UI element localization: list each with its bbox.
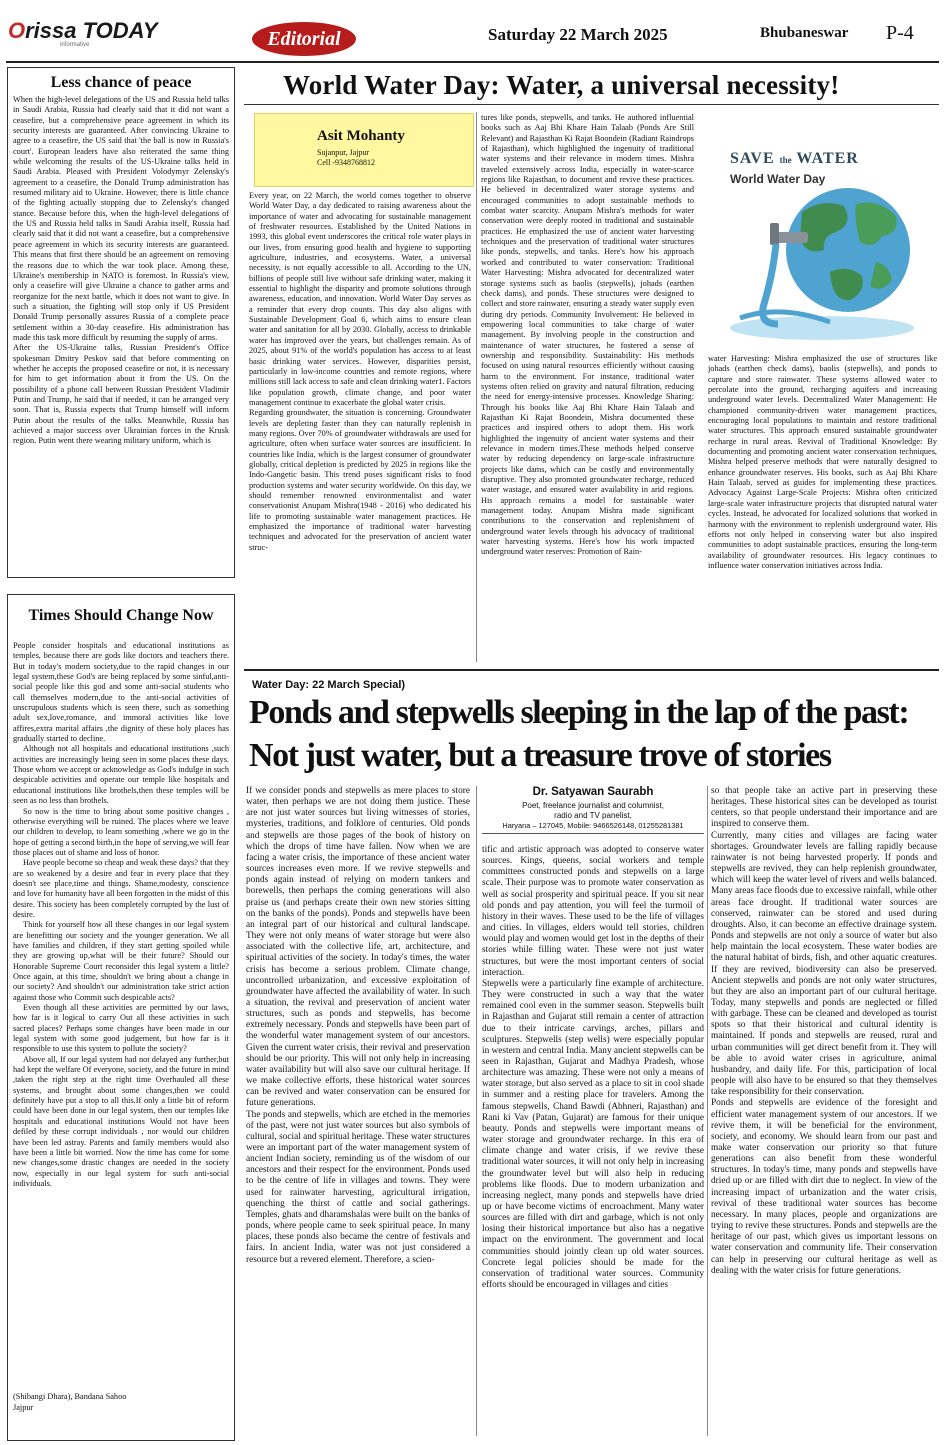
edition-city: Bhubaneswar <box>760 25 849 41</box>
author-rule <box>482 833 704 834</box>
signature-name: (Shibangi Dhara), Bandana Sahoo <box>13 1392 127 1401</box>
author-place: Sujanpur, Jajpur <box>317 148 370 157</box>
author-info-2: radio and TV panelist, <box>554 811 632 820</box>
article-headline-line1: Ponds and stepwells sleeping in the lap of the past: <box>249 694 909 731</box>
article-column-2: tures like ponds, stepwells, and tanks. He authored influential books such as Aaj Bhi Khare Hain Talaab (Ponds Are Still Relevant) and Rajasthan Ki Rajat Boondein (Radiant Raindrops of Rajasthan), which highlighted the ingenuity of traditional water systems and their relevance in modern times. Mishra traveled extensively across India, especially in water-scarce regions like Rajasthan, to document and revive these practices. He believed in decentralized water storage systems and encouraged communities to adopt sustainable methods to combat water scarcity. Anupam Mishra's methods for water conservation were deeply rooted in traditional and sustainable practices. He emphasized the use of ancient water harvesting techniques and the preservation of traditional water structures like ponds, stepwells, and tanks. Here's how his approach worked and contributed to water conservation: Traditional Water Harvesting: Mishra advocated for decentralized water storage systems such as baolis (stepwells), johads (earthen check dams), and ponds. These structures were designed to collect and store rainwater, ensuring a steady water supply even during dry periods. Community Involvement: He believed in empowering local communities to take charge of water management. By involving people in the construction and maintenance of water structures, he fostered a sense of ownership and responsibility. Sustainability: His methods focused on using natural resources efficiently without causing harm to the environment. For instance, traditional water systems often relied on gravity and natural filtration, reducing the need for energy-intensive processes. Knowledge Sharing: Through his books like Aaj Bhi Khare Hain Talaab and Rajasthan Ki Rajat Boondein, Mishra documented these practices and inspired others to adopt them. His work highlighted the ingenuity of ancient water systems and their relevance in modern times.These methods helped conserve water by reducing dependency on large-scale infrastructure projects like dams, which can be costly and environmentally disruptive. They also promoted groundwater recharge, reduced water wastage, and ensured water availability in arid regions. His approach remains a model for sustainable water management today. Anupam Mishra made significant contributions to the conservation and replenishment of underground water levels through his advocacy of traditional water harvesting systems. Here's how his work impacted underground water reserves: Promotion of Rain- <box>481 113 694 557</box>
letter-box-peace <box>7 67 235 578</box>
illustration-word-the: the <box>779 155 792 165</box>
paragraph: The ponds and stepwells, which are etched in the memories of the past, were not just water sources but also symbols of cultural, social and spiritual heritage. These water structures were an important part of the water management system of ancient Indian society, reminding us of the wisdom of our ancestors and their respect for the environment. Ponds used to be the centre of life in villages and towns. They were used for rainwater harvesting, agricultural irrigation, quenching the thirst of cattle and social gatherings. Temples, ghats and dharamshalas were built on the banks of ponds, where people came to seek spiritual peace. In many places, these ponds also became the centre of festivals and fairs. In ancient India, water was not just considered a resource but a revered element. Therefore, a scien- <box>246 1109 470 1265</box>
article-column-1: Every year, on 22 March, the world comes together to observe World Water Day, a day dedicated to raising awareness about the importance of water and advocating for sustainable management of freshwater resources. Established by the United Nations in 1993, this global event underscores the critical role water plays in our lives, from ensuring good health and hygiene to supporting agriculture, industries, and ecosystems. Water, a universal necessity, is not equally accessible to all. According to the UN, billions of people still live without safe drinking water, making it essential to highlight the disparity and promote solutions through awareness, education, and innovation. World Water Day serves as a reminder that every drop counts. This day also aligns with Sustainable Development Goal 6, which aims to ensure clean water and sanitation for all by 2030. Globally, access to drinkable water has improved over the years, but challenges remain. As of 2025, about 91% of the world's population has access to at least basic drinking water services. However, disparities persist, particularly in low-income countries and remote regions, where millions still lack access to safe and clean drinking water1. Factors like population growth, climate change, and poor water management continue to exacerbate the global water crisis. Regarding groundwater, the situation is concerning. Groundwater levels are depleting faster than they can naturally replenish in many regions. Over 70% of groundwater withdrawals are used for agriculture, often when surface water sources are insufficient. In countries like India, which is the largest consumer of groundwater globally, critical depletion is predicted by 2025 in regions like the Indo-Gangetic basin. This trend poses significant risks to food production systems and water security worldwide. On this day, we should remember renowned environmentalist and water conservationist Anupam Mishra(1948 - 2016) who dedicated his life to promoting sustainable water management practices. He emphasized the importance of traditional water harvesting techniques and advocated for the preservation of ancient water struc- <box>249 191 471 552</box>
paragraph: People consider hospitals and educational institutions as temples, because there are gods like doctors and teachers there. But in today's modern society,due to the rapid changes in our legal system,these God's are being replaced by some sinful,anti-social people like this god and some anti-social students who call themselves modern,due to the anti-social activities of unscrupulous students which is seen there, such as something adult sex,love,romance, and immoral activities like love affires,extra marital affairs ,the dignity of these holy places has gradually started to decline. <box>13 641 229 744</box>
article-column-3: water Harvesting: Mishra emphasized the use of structures like johads (earthen check dams), baolis (stepwells), and ponds to capture and store rainwater. These systems allowed water to percolate into the ground, recharging aquifers and increasing underground water levels. Decentralized Water Management: He championed community-driven water management practices, encouraging local populations to maintain and restore traditional water structures. This approach ensured sustainable groundwater recharge in rural areas. Revival of Traditional Knowledge: By documenting and promoting ancient water conservation techniques, Mishra helped preserve methods that were naturally designed to enhance groundwater reserves. His books, such as Aaj Bhi Khare Hain Talaab, served as guides for implementing these practices. Advocacy Against Large-Scale Projects: Mishra often criticized large-scale water infrastructure projects that disrupted natural water cycles. Instead, he advocated for localized solutions that worked in harmony with the environment to replenish underground water. His efforts not only helped in conserving water but also inspired communities to adopt sustainable practices, ensuring the long-term availability of groundwater resources. His legacy continues to influence water conservation initiatives across India. <box>708 354 937 570</box>
signature-place: Jajpur <box>13 1402 34 1412</box>
paragraph: Have people become so cheap and weak these days? that they are so weakened by a desire and fear in every place that they doesn't see place,time and things. Shame,modesty, conscience and love for humanity have all been forgotten in the midst of this desire. This society has been completely corrupted by the lust of desire. <box>13 858 229 919</box>
ponds-column-2 <box>482 845 704 1440</box>
letter-box-times <box>7 594 235 1441</box>
illustration-word-water: WATER <box>796 150 859 167</box>
letter-signature <box>13 1392 126 1413</box>
illustration-caption-1 <box>730 150 859 168</box>
letter-body <box>13 641 229 1376</box>
illustration-caption-2: World Water Day <box>730 172 826 186</box>
section-rule <box>244 669 939 671</box>
ponds-column-1 <box>246 786 470 1440</box>
column-divider <box>476 112 477 662</box>
letter-body: When the high-level delegations of the US and Russia held talks in Saudi Arabia, Russia had clearly said that it did not want a ceasefire, but a comprehensive peace agreement in which its security interests are guaranteed. After convincing Ukraine to agree to a ceasefire, the US said that 'the ball is now in Russia's court'. European leaders have also reiterated the same thing while welcoming the results of the US-Ukraine talks held in Saudi Arabia. Pleased with President Volodymyr Zelensky's agreement to a ceasefire, the Donald Trump administration has resumed military aid to Ukraine. However, there is little chance of the fighting actually stopping due to Zelensky's changed stance. Because before this, when the high-level delegations of the US and Russia held talks in Saudi Arabia itself, Russia had clearly said that it did not want a ceasefire, but a comprehensive peace agreement in which its security interests are guaranteed. This means that first there should be an agreement on removing the reasons due to which the war took place. Among these, Ukraine's membership in NATO is foremost. In Russia's view, only a ceasefire will give Ukraine a chance to gather arms and reorganize for the next battle, which it does not want to give. In such a situation, the fighting will stop only if US President Donald Trump personally assures Russia of a complete peace settlement within a 30-day ceasefire. His administration has made this task more difficult by resuming the supply of arms. After the US-Ukraine talks, Russian President's Office spokesman Dmitry Peskov said that before commenting on whether he accepts the proposed ceasefire or not, it is necessary for him to get information about it from the US. On the possibility of a phone call between Russian President Vladimir Putin and Trump, he said that if needed, it can be arranged very soon. That is, Russia expects that Trump himself will inform Putin about the results of the talks. Meanwhile, Russia has achieved a major success over Ukrainian forces in the Krusk region. Putin went there wearing military uniform, which is <box>13 95 229 446</box>
paragraph: If we consider ponds and stepwells as mere places to store water, then perhaps we are not doing them justice. These are not just water sources but living witnesses of stories, mysteries, traditions, and folklore of centuries. Old ponds and stepwells are those pages of the book of history on which the drops of time have fallen. Now when we are facing a water crisis, the importance of these ancient water sources increases even more. If we revive stepwells and ponds again instead of relying on modern tankers and borewells, then perhaps the coming generations will also praise us (and perhaps create their own new stories sitting on the banks of the ponds). Ponds and stepwells have been an integral part of our historical and cultural landscape. They were not only means of water storage but were also associated with the collective life, art, architecture, and spiritual activities of the society. In today's times, the water crisis has become a serious problem. Climate change, uncontrolled urbanization, and excessive exploitation of groundwater have affected the availability of water. In such a situation, the revival and preservation of ancient water structures, such as ponds and stepwells, has become extremely necessary. Ponds and stepwells have been part of the wonderful water management system of our ancestors. Given the current water crisis, their revival and preservation should be our priority. This will not only help in increasing water availability but will also save our cultural heritage. If we make collective efforts, these historical water sources can be revived and water conservation can be ensured for future generations. <box>246 786 470 1109</box>
paragraph: Above all, If our legal system had not delayed any further,but had kept the welfare Of everyone, society, and the future in mind ,taken the right step at the right time Overhauled all these systems, and brought about some changes,then we could definitely have put a stop to all this.If only a little bit of reform could have been done in our legal system, then our temples like hospitals and educational institutions Would not have been defiled by these corrupt individuals , nor would our children have been led astray. Parents and family members would also have been a little bit worried. Now the time has come for some new changes,some drastic changes are needed in the society now, especially in our legal system for such anti-social individuals. <box>13 1054 229 1188</box>
page-number: P-4 <box>886 22 914 44</box>
author-name: Dr. Satyawan Saurabh <box>532 786 654 798</box>
paragraph: so that people take an active part in preserving these heritages. These historical sites can be developed as tourist centers, so that people understand their importance and are inspired to conserve them. <box>711 786 937 830</box>
column-divider <box>707 786 708 1436</box>
author-cell: Cell -9348768812 <box>317 158 375 167</box>
author-info-3: Haryana – 127045, Mobile: 9466526148, 01255281381 <box>502 821 684 830</box>
article-headline: World Water Day: Water, a universal necessity! <box>283 70 840 100</box>
article-kicker: Water Day: 22 March Special) <box>252 679 406 691</box>
paragraph: So now is the time to bring about some positive changes , otherwise everything will be ruined. The places where we leave our children to develop, to learn something ,where we go in the hope of getting a second birth,in the hope of serving,we will fear those places out of shame and loss of honor. <box>13 806 229 857</box>
paragraph: Think for yourself how all these changes in our legal system are benefitting our society and the younger generation. We all have families and children, if they start getting spoiled while they are growing up,what will be their future? Should our Honorable Supreme Court reconsider this legal system a little? Once again, at this time, shouldn't we bring about a change in our society? And shouldn't our administration take strict action against those who Commit such despicable acts? <box>13 920 229 1002</box>
letter-title: Times Should Change Now <box>28 607 214 624</box>
paragraph: tific and artistic approach was adopted to conserve water sources. Kings, queens, social workers and temple committees constructed ponds and stepwells on a large scale. Their purpose was to promote water conservation as well as social prosperity and spiritual peace. If you sit near old ponds and pay attention, you will feel the turmoil of history in their waves. These used to be the life of villages and cities. In villages, elders would tell stories, children would play and women would get lost in the depths of their stories while filling water. These were not just water structures, but were the most important centers of social interaction. <box>482 845 704 978</box>
paragraph: Currently, many cities and villages are facing water shortages. Groundwater levels are falling rapidly because rainwater is not being harvested properly. If ponds and stepwells are revived, they can help replenish groundwater, which will keep the water level of rivers and wells balanced. Many areas face floods due to excessive rainfall, while other areas face drought. If traditional water sources are conserved, rainwater can be stored and used during droughts. Also, it can become an effective drainage system. Ponds and stepwells are not only a source of water but also help maintain the local ecosystem. These water bodies are the natural habitat of birds, fish, and other aquatic creatures. If they are revived, biodiversity can also be preserved. Ancient stepwells and ponds are not only water structures, but they are also an important part of our cultural heritage. Today, many stepwells and ponds are neglected or filled with garbage. These can be cleaned and developed as tourist spots so that their historical and cultural identity is maintained. If ponds and stepwells are reused, rural and urban communities will get direct benefit from it. They will be able to avoid water crises in agriculture, animal husbandry, and daily life. For this, participation of local people will also have to be ensured so that they themselves take responsibility for their conservation. <box>711 830 937 1098</box>
paragraph: Although not all hospitals and educational institutions ,such activities are increasingly being seen in some places these days. Those whom we accept or acknowledge as God's indulge in such despicable activities and operate our temple like hospitals and educational institutions like brothels,then these temples will be seen as no less than brothels. <box>13 744 229 806</box>
ponds-column-3 <box>711 786 937 1440</box>
masthead-rule <box>6 61 939 63</box>
column-divider <box>476 786 477 1436</box>
logo-tagline: informative <box>60 42 90 48</box>
author-name: Asit Mohanty <box>317 128 405 144</box>
issue-date: Saturday 22 March 2025 <box>488 25 668 44</box>
paragraph: Stepwells were a particularly fine example of architecture. They were constructed in such a way that the water remained cool even in the summer season. Stepwells built in Rajasthan and Gujarat still remain a center of attraction due to their intricate carvings, arches, pillars and sculptures. Stepwells (step wells) were especially popular in western and central India. Many ancient stepwells can be seen in Rajasthan, Gujarat and Madhya Pradesh, whose architecture was amazing. These were not only a means of water storage, but also served as a place to sit in cool shade in summer and a resting place for travelers. Among the famous stepwells, Chand Bawdi (Abhneri, Rajasthan) and Rani ki Vav (Patan, Gujarat) are famous for their unique beauty. Ponds and stepwells were important means of water storage and groundwater recharge. In this era of climate change and water crisis, if we revive these traditional water sources, it will not only help in increasing the groundwater level but will also help in reducing problems like floods. Due to modern urbanization and increasing neglect, many ponds and stepwells have dried up or have become victims of encroachment. Many water sources are filled with dirt and garbage, which is not only losing their historical importance but also has a negative impact on the environment. The government and local communities should jointly clean up old water sources. Concrete legal policies should be made for the conservation of traditional water sources. Community efforts should be encouraged in villages and cities <box>482 978 704 1291</box>
newspaper-logo: Orissa TODAY <box>8 18 158 43</box>
ponds-author-block <box>482 786 704 842</box>
globe-tap-illustration <box>700 112 938 344</box>
author-info-1: Poet, freelance journalist and columnist, <box>522 801 664 810</box>
masthead <box>0 0 945 66</box>
headline-rule <box>244 104 939 105</box>
author-box <box>254 113 474 187</box>
section-badge: Editorial <box>252 22 356 56</box>
article-headline-line2: Not just water, but a treasure trove of stories <box>249 737 831 774</box>
illustration-word-save: SAVE <box>730 150 775 167</box>
paragraph: Even though all these activities are permitted by our laws, how far is it logical to carry Out all these activities in such sacred places? Perhaps some changes have been made in our legal system with some good judgement, but how far is it responsible to use this system to pollute the society? <box>13 1003 229 1054</box>
save-water-illustration <box>700 112 938 344</box>
paragraph: Ponds and stepwells are evidence of the foresight and efficient water management system of our ancestors. If we revive them, it will be beneficial for the environment, society, and economy. We should learn from our past and make water conservation our priority so that future generations can also benefit from these wonderful structures. In today's time, many ponds and stepwells have dried up or are filled with dirt due to neglect. In view of the increasing impact of urbanization and the water crisis, revival of these traditional water sources has become necessary. In many places, people and organizations are trying to revive these structures. Ponds and stepwells are the heritage of our past, which gives us important lessons on water conservation and community life. Their conservation can help in preserving our cultural heritage as well as dealing with the water crisis for future generations. <box>711 1098 937 1276</box>
letter-title: Less chance of peace <box>50 74 192 91</box>
